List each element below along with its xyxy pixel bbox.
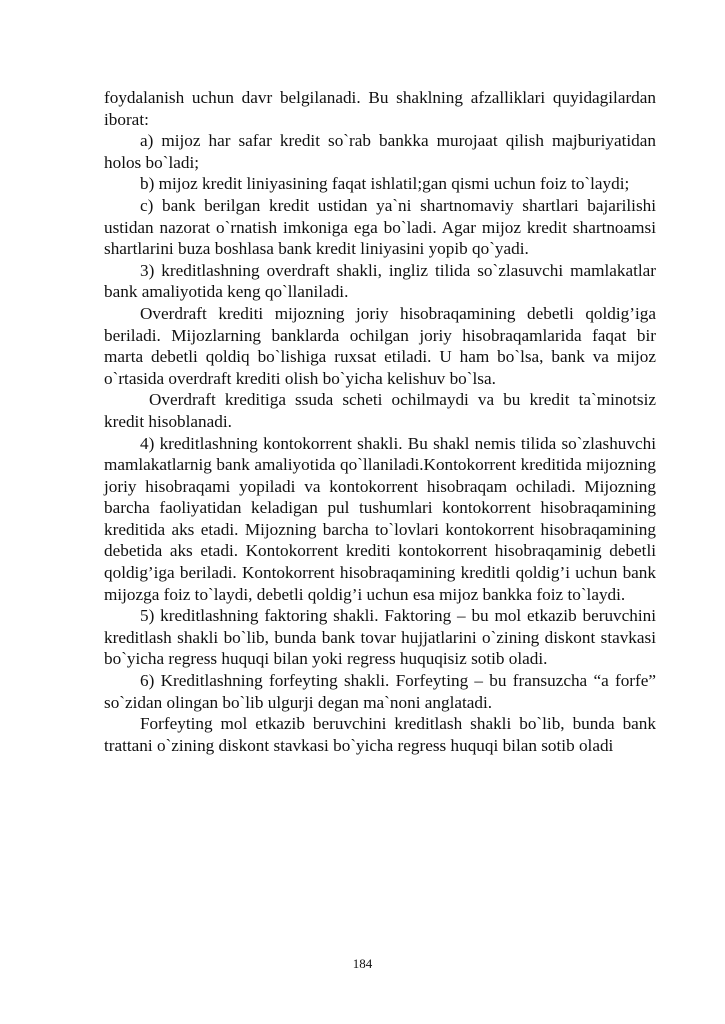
paragraph-overdraft-credit: Overdraft krediti mijozning joriy hisobraqamining debetli qoldig’iga beriladi. Mijozlarning banklarda ochilgan joriy hisobraqamlarida faqat bir marta debetli qoldiq bo`lishiga ruxsat etiladi. U ham bo`lsa, bank va mijoz o`rtasida overdraft krediti olish bo`yicha kelishuv bo`lsa. <box>104 303 656 388</box>
page-number: 184 <box>352 956 373 971</box>
paragraph-overdraft-unsecured: Overdraft kreditiga ssuda scheti ochilmaydi va bu kredit ta`minotsiz kredit hisoblanadi. <box>104 390 656 431</box>
paragraph-forfaiting: 6) Kreditlashning forfeyting shakli. Forfeyting – bu fransuzcha “a forfe” so`zidan olingan bo`lib ulgurji degan ma`noni anglatadi. <box>104 671 656 712</box>
paragraph-item-c: c) bank berilgan kredit ustidan ya`ni shartnomaviy shartlari bajarilishi ustidan nazorat o`rnatish imkoniga ega bo`ladi. Agar mijoz kredit shartnoamsi shartlarini buza boshlasa bank kredit liniyasini yopib qo`yadi. <box>104 195 656 259</box>
paragraph-item-a: a) mijoz har safar kredit so`rab bankka murojaat qilish majburiyatidan holos bo`ladi; <box>104 131 656 172</box>
paragraph-intro: foydalanish uchun davr belgilanadi. Bu shaklning afzalliklari quyidagilardan iborat: <box>104 88 656 129</box>
document-body <box>104 87 656 756</box>
paragraph-kontokorrent: 4) kreditlashning kontokorrent shakli. Bu shakl nemis tilida so`zlashuvchi mamlakatlarnig bank amaliyotida qo`llaniladi.Kontokorrent kreditida mijozning joriy hisobraqami yopiladi va kontokorrent hisobraqam ochiladi. Mijozning barcha faoliyatidan keladigan pul tushumlari kontokorrent hisobraqamining kreditida aks etadi. Mijozning barcha to`lovlari kontokorrent hisobraqamining debetida aks etadi. Kontokorrent krediti kontokorrent hisobraqaminig debetli qoldig’iga beriladi. Kontokorrent hisobraqamining kreditli qoldig’i uchun bank mijozga foiz to`laydi, debetli qoldig’i uchun esa mijoz bankka foiz to`laydi. <box>104 433 656 604</box>
paragraph-overdraft-form: 3) kreditlashning overdraft shakli, ingliz tilida so`zlasuvchi mamlakatlar bank amaliyotida keng qo`llaniladi. <box>104 260 656 302</box>
paragraph-factoring: 5) kreditlashning faktoring shakli. Faktoring – bu mol etkazib beruvchini kreditlash shakli bo`lib, bunda bank tovar hujjatlarini o`zining diskont stavkasi bo`yicha regress huquqi bilan yoki regress huquqisiz sotib oladi. <box>104 606 656 669</box>
paragraph-item-b: b) mijoz kredit liniyasining faqat ishlatil;gan qismi uchun foiz to`laydi; <box>140 174 630 194</box>
paragraph-forfaiting-definition: Forfeyting mol etkazib beruvchini kreditlash shakli bo`lib, bunda bank trattani o`zining diskont stavkasi bo`yicha regress huquqi bilan sotib oladi <box>104 714 656 755</box>
